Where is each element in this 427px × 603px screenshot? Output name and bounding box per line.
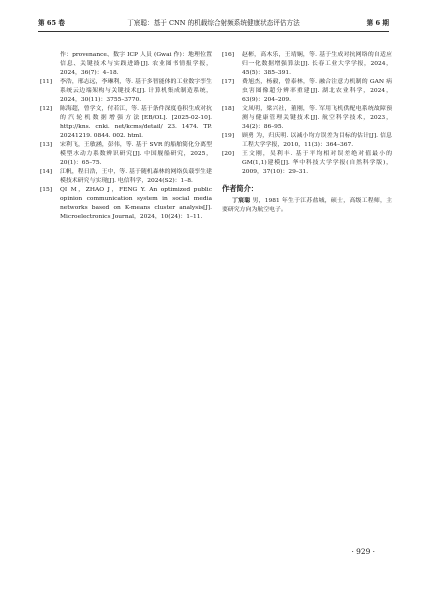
right-column [222,51,392,215]
issue-label: 第 6 期 [366,19,389,27]
reference-item [40,141,212,168]
reference-item [40,105,212,141]
reference-text: QI M，ZHAO J，FENG Y. An optimized public opinion communication system in social media networks based on K-means cluster analysis[J]. Microelectronics Journal，2024，10(24)：1–11. [60,187,212,220]
reference-item [222,132,392,150]
reference-number: [19] [222,133,235,139]
left-column [40,51,212,222]
reference-item [222,51,392,78]
reference-number: [20] [222,151,235,157]
reference-item [222,150,392,177]
volume-label: 第 65 卷 [38,19,65,27]
reference-item [40,51,212,78]
author-bio [222,196,392,215]
reference-text: 江帆，程日浩，王中，等. 基于随机森林的网络负载孪生建模技术研究与实现[J]. 电信科学，2024(S2)：1–8. [60,169,212,184]
reference-number: [13] [40,142,53,148]
reference-text: 顾勇 为，归庆明. 以减小均方误差为目标的估计[J]. 信息工程大学学报，2010，11(3)：364–367. [242,133,392,148]
reference-number: [17] [222,79,235,85]
reference-number: [18] [222,106,235,112]
header-rule [38,31,389,32]
reference-number: [14] [40,169,53,175]
reference-text: 李浩，邢志远，李琳利，等. 基于多智能体的工业数字孪生系统云边端架构与关键技术[J]. 计算机集成制造系统，2024，30(11)：3755–3770. [60,79,212,103]
reference-text: 王文刚，吴利丰. 基于平均相对误差绝对值最小的 GM(1,1)建模[J]. 华中科技大学学报(自然科学版)，2009，37(10)：29–31. [242,151,392,175]
author-name: 丁宸聪 [232,197,251,204]
reference-item [40,78,212,105]
reference-text: 赵彬，高木乐，王靖娴，等. 基于生成对抗网络的自适应归一化数据增强算法[J]. 长春工业大学学报，2024，45(5)：385–391. [242,52,392,76]
reference-item [40,168,212,186]
reference-text: 作：provenance、数字 ICP 人员 (Gwai 作)：地理位置信息、关键技术与实践进路[J]. 农业图书情报学报，2024，36(7)：4–18. [60,52,212,76]
reference-number: [12] [40,106,53,112]
author-bio-text: 男，1981 年生于江苏盐城，硕士，高级工程师，主要研究方向为航空电子。 [222,198,392,213]
reference-number: [15] [40,187,53,193]
reference-text: 费旭杰，杨毅，曾泰林，等. 融合注意力机制的 GAN 病虫害图像超分辨率重建[J]. 湖北农业科学，2024，63(9)：204–209. [242,79,392,103]
reference-item [222,78,392,105]
author-heading: 作者简介： [222,184,258,193]
running-title: 丁宸聪：基于 CNN 的机载综合射频系统健康状态评估方法 [127,19,300,27]
reference-number: [16] [222,52,235,58]
reference-text: 宋利飞，王敏涵，彭伟，等. 基于 SVR 的船舶简化分离型模型水动力系数辨识研究[J]. 中国舰船研究，2025，20(1)：65–75. [60,142,212,166]
reference-item [40,186,212,222]
reference-text: 陈海超，曾学文，付若江，等. 基于条件深度卷积生成对抗的汽轮机数据增强方法[EB/OL]. [2025-02-10]. http://kns. cnki. net/kcms/detail/ 23. 1474. TP. 20241219. 0844. 002. html. [60,106,212,139]
reference-text: 文凤明，梁兴社，董刚，等. 军用飞机供配电系统故障预测与健康管理关键技术[J]. 航空科学技术，2023，34(2)：86–95. [242,106,392,130]
running-header [38,15,389,31]
reference-item [222,105,392,132]
page-number: · 929 · [351,547,375,556]
reference-number: [11] [40,79,53,85]
